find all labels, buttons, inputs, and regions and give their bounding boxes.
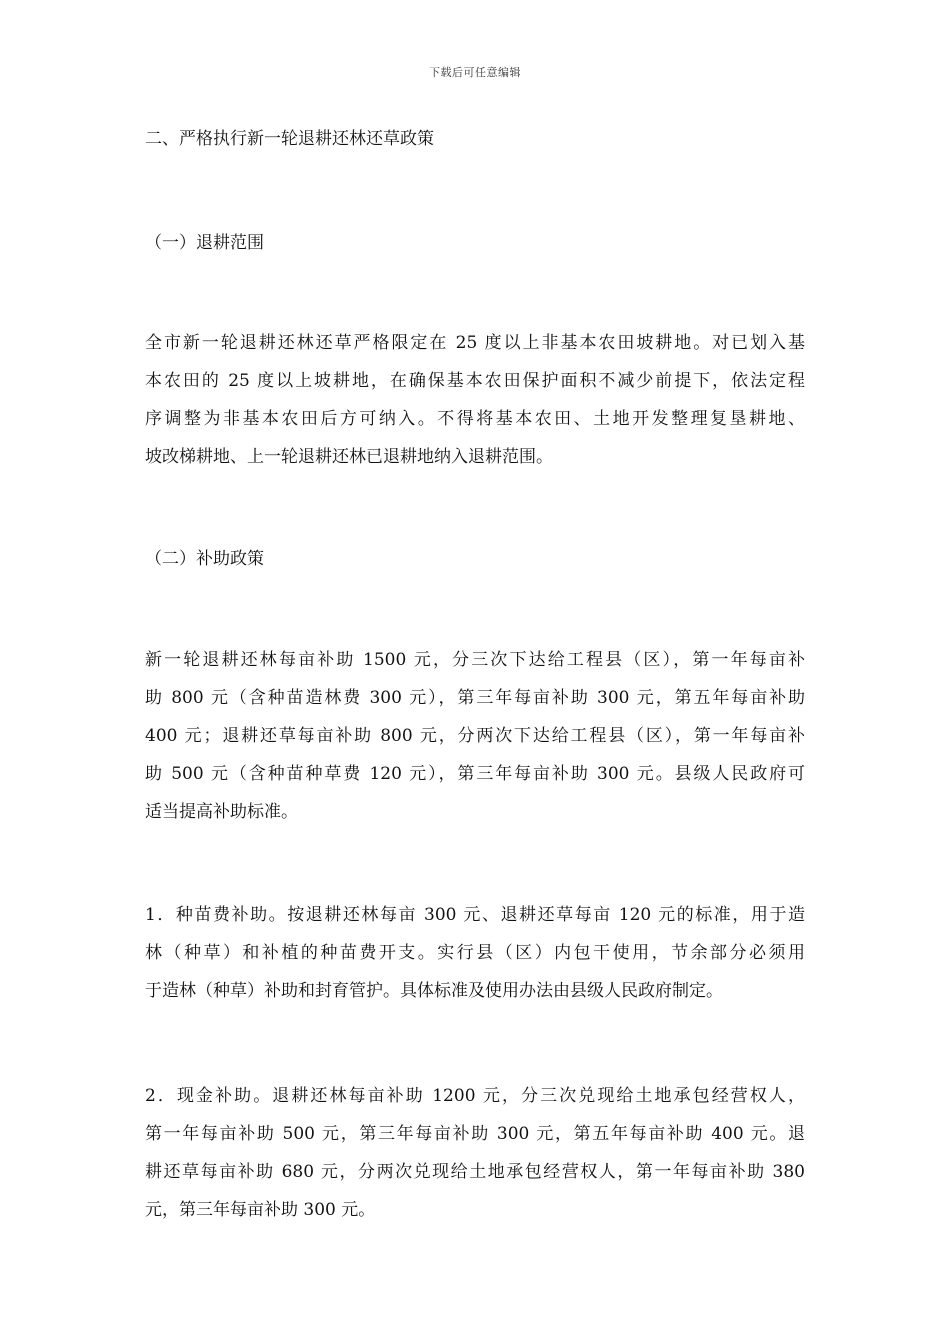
paragraph-line: 2．现金补助。退耕还林每亩补助 1200 元，分三次兑现给土地承包经营权人， — [145, 1086, 805, 1106]
paragraph-line: 序调整为非基本农田后方可纳入。不得将基本农田、土地开发整理复垦耕地、 — [145, 409, 805, 429]
paragraph-line: 400 元；退耕还草每亩补助 800 元，分两次下达给工程县（区），第一年每亩补 — [145, 726, 805, 746]
paragraph-line: 助 800 元（含种苗造林费 300 元），第三年每亩补助 300 元，第五年每亩补助 — [145, 688, 805, 708]
subsection-2-paragraph — [145, 641, 805, 831]
paragraph-line: 1．种苗费补助。按退耕还林每亩 300 元、退耕还草每亩 120 元的标准，用于造 — [145, 905, 805, 925]
subsection-2-title: （二）补助政策 — [145, 549, 264, 569]
paragraph-line: 适当提高补助标准。 — [145, 802, 298, 822]
paragraph-line: 元，第三年每亩补助 300 元。 — [145, 1200, 376, 1220]
paragraph-line: 第一年每亩补助 500 元，第三年每亩补助 300 元，第五年每亩补助 400 元。退 — [145, 1124, 805, 1144]
section-title: 二、严格执行新一轮退耕还林还草政策 — [145, 129, 434, 149]
item-1-paragraph — [145, 896, 805, 1010]
subsection-1-title: （一）退耕范围 — [145, 233, 264, 253]
paragraph-line: 于造林（种草）补助和封育管护。具体标准及使用办法由县级人民政府制定。 — [145, 981, 723, 1001]
paragraph-line: 助 500 元（含种苗种草费 120 元），第三年每亩补助 300 元。县级人民政府可 — [145, 764, 805, 784]
paragraph-line: 新一轮退耕还林每亩补助 1500 元，分三次下达给工程县（区），第一年每亩补 — [145, 650, 805, 670]
item-2-paragraph — [145, 1077, 805, 1229]
paragraph-line: 坡改梯耕地、上一轮退耕还林已退耕地纳入退耕范围。 — [145, 447, 553, 467]
subsection-1-paragraph — [145, 324, 805, 476]
page-header: 下载后可任意编辑 — [429, 66, 521, 79]
paragraph-line: 全市新一轮退耕还林还草严格限定在 25 度以上非基本农田坡耕地。对已划入基 — [145, 333, 805, 353]
paragraph-line: 本农田的 25 度以上坡耕地，在确保基本农田保护面积不减少前提下，依法定程 — [145, 371, 805, 391]
paragraph-line: 林（种草）和补植的种苗费开支。实行县（区）内包干使用，节余部分必须用 — [145, 943, 805, 963]
paragraph-line: 耕还草每亩补助 680 元，分两次兑现给土地承包经营权人，第一年每亩补助 380 — [145, 1162, 805, 1182]
